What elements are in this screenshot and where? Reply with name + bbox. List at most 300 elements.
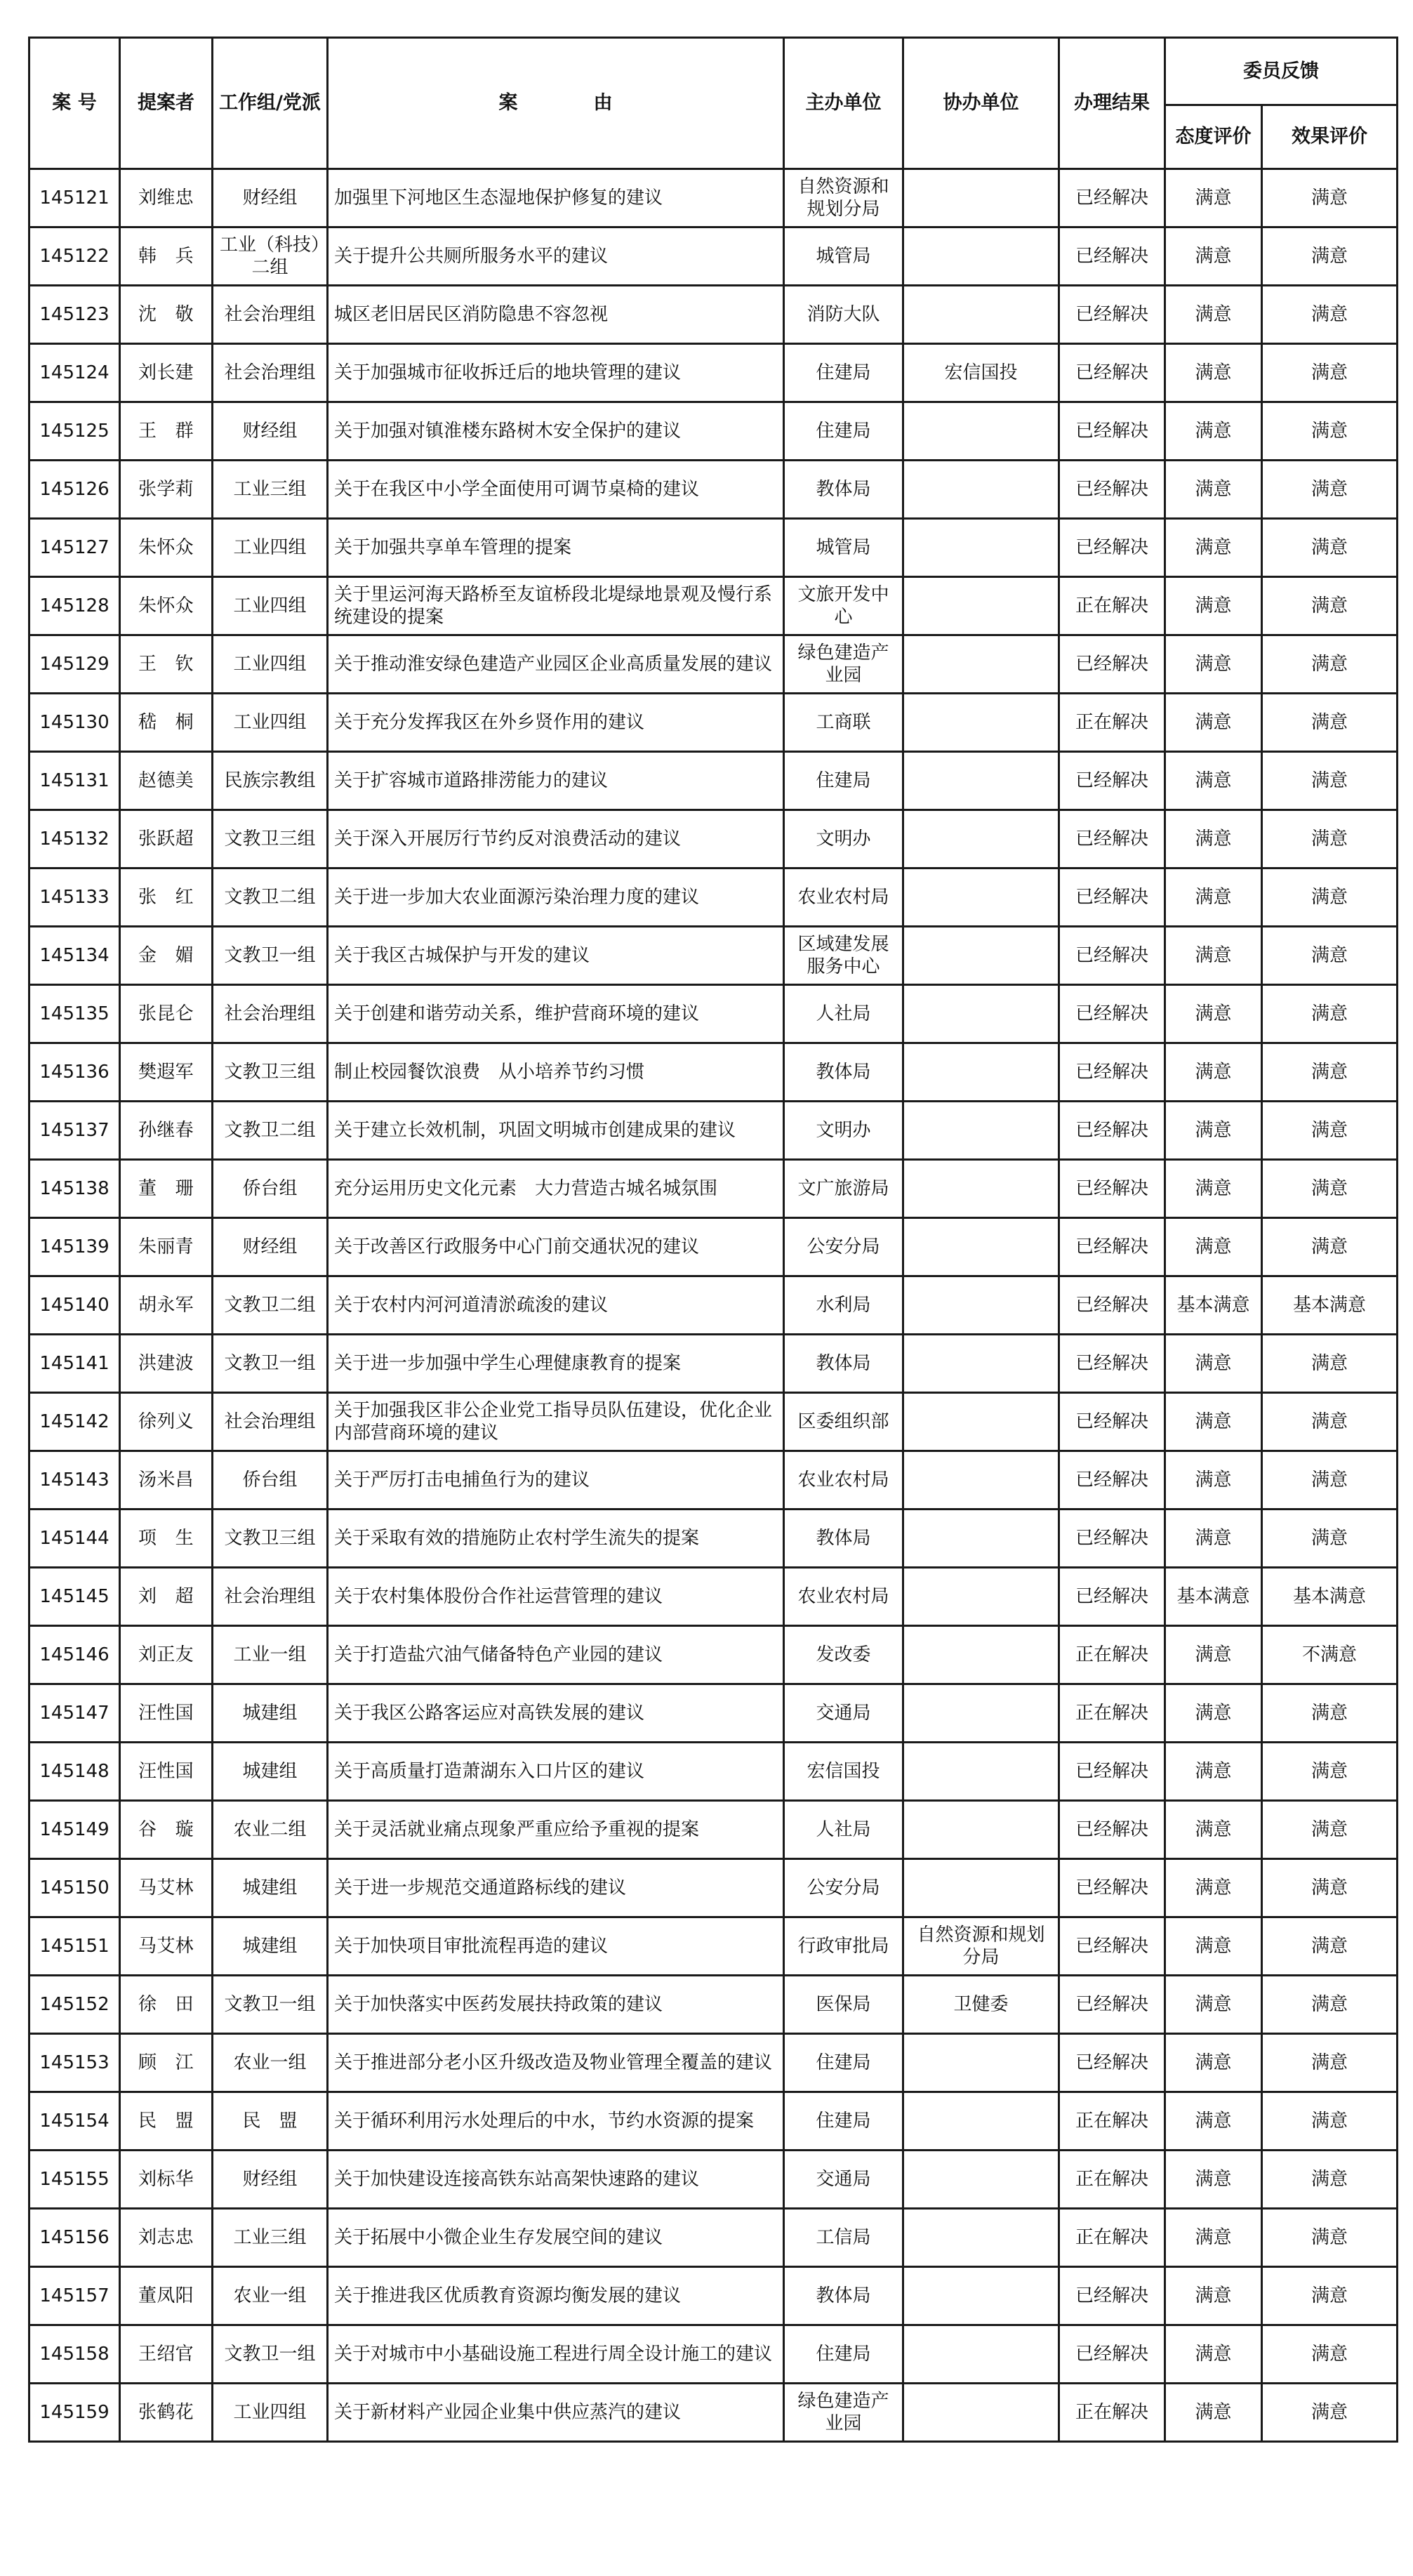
assist-unit-cell — [903, 810, 1059, 868]
effect-cell: 满意 — [1262, 1684, 1398, 1743]
case-no-cell: 145135 — [29, 985, 120, 1043]
attitude-cell: 满意 — [1165, 461, 1262, 519]
effect-cell: 满意 — [1262, 752, 1398, 810]
reason-cell: 关于加快项目审批流程再造的建议 — [328, 1917, 784, 1976]
host-unit-cell: 教体局 — [784, 1510, 903, 1568]
result-cell: 已经解决 — [1059, 868, 1165, 927]
assist-unit-cell — [903, 1160, 1059, 1218]
proposer-cell: 徐列义 — [120, 1393, 213, 1451]
table-row — [29, 1510, 1398, 1568]
host-unit-cell: 医保局 — [784, 1976, 903, 2034]
reason-cell: 关于严厉打击电捕鱼行为的建议 — [328, 1451, 784, 1510]
proposer-cell: 马艾林 — [120, 1917, 213, 1976]
host-unit-cell: 工信局 — [784, 2209, 903, 2267]
proposer-cell: 张跃超 — [120, 810, 213, 868]
case-no-cell: 145137 — [29, 1102, 120, 1160]
table-row — [29, 519, 1398, 577]
group-cell: 财经组 — [213, 402, 328, 461]
case-no-cell: 145146 — [29, 1626, 120, 1684]
header-result: 办理结果 — [1059, 38, 1165, 169]
reason-cell: 关于进一步加强中学生心理健康教育的提案 — [328, 1335, 784, 1393]
effect-cell: 满意 — [1262, 635, 1398, 694]
host-unit-cell: 城管局 — [784, 227, 903, 286]
table-row — [29, 461, 1398, 519]
table-row — [29, 1393, 1398, 1451]
reason-cell: 关于进一步规范交通道路标线的建议 — [328, 1859, 784, 1917]
host-unit-cell: 住建局 — [784, 2325, 903, 2384]
result-cell: 已经解决 — [1059, 1976, 1165, 2034]
group-cell: 城建组 — [213, 1743, 328, 1801]
assist-unit-cell — [903, 868, 1059, 927]
reason-cell: 关于扩容城市道路排涝能力的建议 — [328, 752, 784, 810]
proposer-cell: 董凤阳 — [120, 2267, 213, 2325]
effect-cell: 满意 — [1262, 402, 1398, 461]
host-unit-cell: 文明办 — [784, 1102, 903, 1160]
attitude-cell: 满意 — [1165, 227, 1262, 286]
host-unit-cell: 文旅开发中心 — [784, 577, 903, 635]
proposer-cell: 朱怀众 — [120, 577, 213, 635]
effect-cell: 满意 — [1262, 985, 1398, 1043]
attitude-cell: 满意 — [1165, 2151, 1262, 2209]
attitude-cell: 满意 — [1165, 1684, 1262, 1743]
table-row — [29, 2092, 1398, 2151]
result-cell: 已经解决 — [1059, 2325, 1165, 2384]
table-row — [29, 1276, 1398, 1335]
case-no-cell: 145136 — [29, 1043, 120, 1102]
assist-unit-cell: 宏信国投 — [903, 344, 1059, 402]
host-unit-cell: 行政审批局 — [784, 1917, 903, 1976]
header-assist-unit: 协办单位 — [903, 38, 1059, 169]
host-unit-cell: 水利局 — [784, 1276, 903, 1335]
effect-cell: 基本满意 — [1262, 1568, 1398, 1626]
result-cell: 已经解决 — [1059, 519, 1165, 577]
attitude-cell: 满意 — [1165, 635, 1262, 694]
reason-cell: 关于加快建设连接高铁东站高架快速路的建议 — [328, 2151, 784, 2209]
reason-cell: 关于我区公路客运应对高铁发展的建议 — [328, 1684, 784, 1743]
host-unit-cell: 文广旅游局 — [784, 1160, 903, 1218]
case-no-cell: 145155 — [29, 2151, 120, 2209]
reason-cell: 关于对城市中小基础设施工程进行周全设计施工的建议 — [328, 2325, 784, 2384]
group-cell: 文教卫二组 — [213, 868, 328, 927]
attitude-cell: 满意 — [1165, 868, 1262, 927]
host-unit-cell: 绿色建造产业园 — [784, 2384, 903, 2442]
host-unit-cell: 文明办 — [784, 810, 903, 868]
group-cell: 文教卫二组 — [213, 1102, 328, 1160]
result-cell: 正在解决 — [1059, 2092, 1165, 2151]
attitude-cell: 基本满意 — [1165, 1276, 1262, 1335]
proposer-cell: 董 珊 — [120, 1160, 213, 1218]
effect-cell: 满意 — [1262, 519, 1398, 577]
reason-cell: 关于推动淮安绿色建造产业园区企业高质量发展的建议 — [328, 635, 784, 694]
table-row — [29, 2034, 1398, 2092]
attitude-cell: 满意 — [1165, 577, 1262, 635]
result-cell: 正在解决 — [1059, 1626, 1165, 1684]
case-no-cell: 145128 — [29, 577, 120, 635]
reason-cell: 关于循环利用污水处理后的中水，节约水资源的提案 — [328, 2092, 784, 2151]
proposer-cell: 王 钦 — [120, 635, 213, 694]
table-row — [29, 1976, 1398, 2034]
reason-cell: 关于改善区行政服务中心门前交通状况的建议 — [328, 1218, 784, 1276]
host-unit-cell: 农业农村局 — [784, 1451, 903, 1510]
group-cell: 侨台组 — [213, 1451, 328, 1510]
proposer-cell: 汪性国 — [120, 1684, 213, 1743]
table-row — [29, 577, 1398, 635]
host-unit-cell: 城管局 — [784, 519, 903, 577]
host-unit-cell: 教体局 — [784, 1335, 903, 1393]
table-row — [29, 1218, 1398, 1276]
reason-cell: 关于进一步加大农业面源污染治理力度的建议 — [328, 868, 784, 927]
table-row — [29, 402, 1398, 461]
host-unit-cell: 交通局 — [784, 2151, 903, 2209]
case-no-cell: 145148 — [29, 1743, 120, 1801]
header-case-no: 案 号 — [29, 38, 120, 169]
effect-cell: 满意 — [1262, 1160, 1398, 1218]
effect-cell: 满意 — [1262, 286, 1398, 344]
case-no-cell: 145152 — [29, 1976, 120, 2034]
group-cell: 社会治理组 — [213, 985, 328, 1043]
effect-cell: 满意 — [1262, 2034, 1398, 2092]
reason-cell: 关于加强城市征收拆迁后的地块管理的建议 — [328, 344, 784, 402]
table-row — [29, 927, 1398, 985]
result-cell: 已经解决 — [1059, 1568, 1165, 1626]
case-no-cell: 145121 — [29, 169, 120, 227]
case-no-cell: 145150 — [29, 1859, 120, 1917]
group-cell: 农业一组 — [213, 2034, 328, 2092]
table-row — [29, 344, 1398, 402]
group-cell: 工业（科技）二组 — [213, 227, 328, 286]
result-cell: 正在解决 — [1059, 577, 1165, 635]
result-cell: 已经解决 — [1059, 1335, 1165, 1393]
header-reason: 案 由 — [328, 38, 784, 169]
case-no-cell: 145149 — [29, 1801, 120, 1859]
table-row — [29, 1568, 1398, 1626]
group-cell: 工业四组 — [213, 577, 328, 635]
effect-cell: 满意 — [1262, 1801, 1398, 1859]
result-cell: 已经解决 — [1059, 1801, 1165, 1859]
group-cell: 文教卫一组 — [213, 2325, 328, 2384]
group-cell: 工业四组 — [213, 635, 328, 694]
attitude-cell: 满意 — [1165, 1801, 1262, 1859]
group-cell: 财经组 — [213, 1218, 328, 1276]
case-no-cell: 145122 — [29, 227, 120, 286]
table-row — [29, 1451, 1398, 1510]
table-row — [29, 810, 1398, 868]
result-cell: 正在解决 — [1059, 2209, 1165, 2267]
proposer-cell: 徐 田 — [120, 1976, 213, 2034]
proposer-cell: 樊遐军 — [120, 1043, 213, 1102]
proposer-cell: 孙继春 — [120, 1102, 213, 1160]
case-no-cell: 145154 — [29, 2092, 120, 2151]
assist-unit-cell — [903, 927, 1059, 985]
result-cell: 已经解决 — [1059, 1393, 1165, 1451]
assist-unit-cell — [903, 2325, 1059, 2384]
result-cell: 已经解决 — [1059, 927, 1165, 985]
host-unit-cell: 教体局 — [784, 1043, 903, 1102]
table-row — [29, 1859, 1398, 1917]
table-row — [29, 1917, 1398, 1976]
reason-cell: 关于建立长效机制，巩固文明城市创建成果的建议 — [328, 1102, 784, 1160]
effect-cell: 满意 — [1262, 2151, 1398, 2209]
assist-unit-cell — [903, 1626, 1059, 1684]
effect-cell: 满意 — [1262, 2325, 1398, 2384]
group-cell: 工业三组 — [213, 2209, 328, 2267]
reason-cell: 关于加强共享单车管理的提案 — [328, 519, 784, 577]
host-unit-cell: 公安分局 — [784, 1859, 903, 1917]
group-cell: 农业一组 — [213, 2267, 328, 2325]
attitude-cell: 满意 — [1165, 694, 1262, 752]
host-unit-cell: 人社局 — [784, 1801, 903, 1859]
case-no-cell: 145127 — [29, 519, 120, 577]
reason-cell: 关于深入开展厉行节约反对浪费活动的建议 — [328, 810, 784, 868]
host-unit-cell: 教体局 — [784, 2267, 903, 2325]
attitude-cell: 满意 — [1165, 1626, 1262, 1684]
proposer-cell: 张学莉 — [120, 461, 213, 519]
assist-unit-cell — [903, 1684, 1059, 1743]
attitude-cell: 满意 — [1165, 1160, 1262, 1218]
case-no-cell: 145126 — [29, 461, 120, 519]
group-cell: 文教卫一组 — [213, 927, 328, 985]
assist-unit-cell — [903, 227, 1059, 286]
proposer-cell: 张昆仑 — [120, 985, 213, 1043]
effect-cell: 满意 — [1262, 1393, 1398, 1451]
attitude-cell: 满意 — [1165, 2325, 1262, 2384]
result-cell: 正在解决 — [1059, 1684, 1165, 1743]
attitude-cell: 满意 — [1165, 985, 1262, 1043]
attitude-cell: 满意 — [1165, 1976, 1262, 2034]
host-unit-cell: 住建局 — [784, 2092, 903, 2151]
case-no-cell: 145123 — [29, 286, 120, 344]
effect-cell: 满意 — [1262, 1335, 1398, 1393]
table-row — [29, 2267, 1398, 2325]
table-row — [29, 2209, 1398, 2267]
proposer-cell: 韩 兵 — [120, 227, 213, 286]
result-cell: 正在解决 — [1059, 2384, 1165, 2442]
group-cell: 社会治理组 — [213, 1568, 328, 1626]
reason-cell: 关于创建和谐劳动关系，维护营商环境的建议 — [328, 985, 784, 1043]
assist-unit-cell — [903, 752, 1059, 810]
proposer-cell: 沈 敬 — [120, 286, 213, 344]
reason-cell: 关于灵活就业痛点现象严重应给予重视的提案 — [328, 1801, 784, 1859]
assist-unit-cell — [903, 2267, 1059, 2325]
assist-unit-cell — [903, 1335, 1059, 1393]
table-row — [29, 286, 1398, 344]
assist-unit-cell — [903, 1102, 1059, 1160]
proposer-cell: 民 盟 — [120, 2092, 213, 2151]
group-cell: 财经组 — [213, 169, 328, 227]
result-cell: 已经解决 — [1059, 1102, 1165, 1160]
effect-cell: 满意 — [1262, 694, 1398, 752]
proposer-cell: 顾 江 — [120, 2034, 213, 2092]
reason-cell: 关于打造盐穴油气储备特色产业园的建议 — [328, 1626, 784, 1684]
table-row — [29, 227, 1398, 286]
group-cell: 文教卫一组 — [213, 1976, 328, 2034]
table-row — [29, 868, 1398, 927]
effect-cell: 满意 — [1262, 1743, 1398, 1801]
effect-cell: 满意 — [1262, 2092, 1398, 2151]
attitude-cell: 满意 — [1165, 519, 1262, 577]
result-cell: 已经解决 — [1059, 461, 1165, 519]
group-cell: 社会治理组 — [213, 1393, 328, 1451]
effect-cell: 基本满意 — [1262, 1276, 1398, 1335]
proposer-cell: 刘标华 — [120, 2151, 213, 2209]
header-host-unit: 主办单位 — [784, 38, 903, 169]
header-attitude: 态度评价 — [1165, 105, 1262, 169]
group-cell: 文教卫三组 — [213, 1510, 328, 1568]
assist-unit-cell — [903, 169, 1059, 227]
reason-cell: 充分运用历史文化元素 大力营造古城名城氛围 — [328, 1160, 784, 1218]
assist-unit-cell — [903, 1393, 1059, 1451]
proposer-cell: 刘维忠 — [120, 169, 213, 227]
header-effect: 效果评价 — [1262, 105, 1398, 169]
attitude-cell: 满意 — [1165, 2209, 1262, 2267]
attitude-cell: 满意 — [1165, 1859, 1262, 1917]
group-cell: 农业二组 — [213, 1801, 328, 1859]
host-unit-cell: 宏信国投 — [784, 1743, 903, 1801]
result-cell: 已经解决 — [1059, 2034, 1165, 2092]
host-unit-cell: 教体局 — [784, 461, 903, 519]
reason-cell: 加强里下河地区生态湿地保护修复的建议 — [328, 169, 784, 227]
case-no-cell: 145144 — [29, 1510, 120, 1568]
effect-cell: 满意 — [1262, 344, 1398, 402]
reason-cell: 关于农村内河河道清淤疏浚的建议 — [328, 1276, 784, 1335]
table-row — [29, 1043, 1398, 1102]
proposal-table — [28, 37, 1398, 2443]
table-row — [29, 635, 1398, 694]
proposer-cell: 刘正友 — [120, 1626, 213, 1684]
case-no-cell: 145143 — [29, 1451, 120, 1510]
result-cell: 已经解决 — [1059, 169, 1165, 227]
assist-unit-cell — [903, 1801, 1059, 1859]
assist-unit-cell — [903, 1510, 1059, 1568]
attitude-cell: 满意 — [1165, 2267, 1262, 2325]
attitude-cell: 基本满意 — [1165, 1568, 1262, 1626]
effect-cell: 满意 — [1262, 1859, 1398, 1917]
host-unit-cell: 发改委 — [784, 1626, 903, 1684]
effect-cell: 满意 — [1262, 461, 1398, 519]
case-no-cell: 145142 — [29, 1393, 120, 1451]
group-cell: 工业一组 — [213, 1626, 328, 1684]
reason-cell: 关于推进部分老小区升级改造及物业管理全覆盖的建议 — [328, 2034, 784, 2092]
table-body — [29, 169, 1398, 2442]
group-cell: 工业四组 — [213, 694, 328, 752]
host-unit-cell: 区委组织部 — [784, 1393, 903, 1451]
attitude-cell: 满意 — [1165, 2092, 1262, 2151]
case-no-cell: 145138 — [29, 1160, 120, 1218]
proposer-cell: 马艾林 — [120, 1859, 213, 1917]
proposer-cell: 刘长建 — [120, 344, 213, 402]
case-no-cell: 145124 — [29, 344, 120, 402]
case-no-cell: 145159 — [29, 2384, 120, 2442]
attitude-cell: 满意 — [1165, 1510, 1262, 1568]
effect-cell: 满意 — [1262, 927, 1398, 985]
proposer-cell: 汤米昌 — [120, 1451, 213, 1510]
assist-unit-cell — [903, 985, 1059, 1043]
group-cell: 民族宗教组 — [213, 752, 328, 810]
proposer-cell: 汪性国 — [120, 1743, 213, 1801]
result-cell: 已经解决 — [1059, 1218, 1165, 1276]
reason-cell: 城区老旧居民区消防隐患不容忽视 — [328, 286, 784, 344]
reason-cell: 关于农村集体股份合作社运营管理的建议 — [328, 1568, 784, 1626]
effect-cell: 满意 — [1262, 1218, 1398, 1276]
reason-cell: 关于提升公共厕所服务水平的建议 — [328, 227, 784, 286]
result-cell: 已经解决 — [1059, 810, 1165, 868]
header-feedback: 委员反馈 — [1165, 38, 1398, 105]
case-no-cell: 145153 — [29, 2034, 120, 2092]
reason-cell: 关于加强我区非公企业党工指导员队伍建设，优化企业内部营商环境的建议 — [328, 1393, 784, 1451]
proposer-cell: 刘志忠 — [120, 2209, 213, 2267]
result-cell: 已经解决 — [1059, 635, 1165, 694]
assist-unit-cell — [903, 1743, 1059, 1801]
table-row — [29, 2151, 1398, 2209]
table-row — [29, 1160, 1398, 1218]
result-cell: 已经解决 — [1059, 1859, 1165, 1917]
result-cell: 已经解决 — [1059, 1043, 1165, 1102]
table-row — [29, 1801, 1398, 1859]
assist-unit-cell — [903, 694, 1059, 752]
attitude-cell: 满意 — [1165, 1393, 1262, 1451]
reason-cell: 关于加强对镇淮楼东路树木安全保护的建议 — [328, 402, 784, 461]
result-cell: 正在解决 — [1059, 694, 1165, 752]
group-cell: 民 盟 — [213, 2092, 328, 2151]
assist-unit-cell — [903, 2209, 1059, 2267]
reason-cell: 关于采取有效的措施防止农村学生流失的提案 — [328, 1510, 784, 1568]
table-row — [29, 1102, 1398, 1160]
attitude-cell: 满意 — [1165, 1917, 1262, 1976]
table-row — [29, 2325, 1398, 2384]
case-no-cell: 145158 — [29, 2325, 120, 2384]
proposer-cell: 赵德美 — [120, 752, 213, 810]
result-cell: 已经解决 — [1059, 985, 1165, 1043]
attitude-cell: 满意 — [1165, 1451, 1262, 1510]
group-cell: 城建组 — [213, 1859, 328, 1917]
assist-unit-cell: 自然资源和规划分局 — [903, 1917, 1059, 1976]
case-no-cell: 145132 — [29, 810, 120, 868]
table-row — [29, 1626, 1398, 1684]
assist-unit-cell — [903, 1218, 1059, 1276]
assist-unit-cell — [903, 635, 1059, 694]
effect-cell: 满意 — [1262, 1102, 1398, 1160]
assist-unit-cell — [903, 402, 1059, 461]
group-cell: 工业四组 — [213, 519, 328, 577]
effect-cell: 满意 — [1262, 2209, 1398, 2267]
host-unit-cell: 农业农村局 — [784, 1568, 903, 1626]
assist-unit-cell — [903, 2384, 1059, 2442]
host-unit-cell: 住建局 — [784, 752, 903, 810]
host-unit-cell: 交通局 — [784, 1684, 903, 1743]
result-cell: 已经解决 — [1059, 402, 1165, 461]
host-unit-cell: 人社局 — [784, 985, 903, 1043]
case-no-cell: 145130 — [29, 694, 120, 752]
attitude-cell: 满意 — [1165, 1043, 1262, 1102]
result-cell: 已经解决 — [1059, 1743, 1165, 1801]
host-unit-cell: 住建局 — [784, 402, 903, 461]
assist-unit-cell — [903, 1859, 1059, 1917]
case-no-cell: 145145 — [29, 1568, 120, 1626]
proposer-cell: 金 媚 — [120, 927, 213, 985]
effect-cell: 满意 — [1262, 1043, 1398, 1102]
proposer-cell: 谷 璇 — [120, 1801, 213, 1859]
attitude-cell: 满意 — [1165, 402, 1262, 461]
effect-cell: 满意 — [1262, 2384, 1398, 2442]
proposer-cell: 王绍官 — [120, 2325, 213, 2384]
proposer-cell: 嵇 桐 — [120, 694, 213, 752]
table-row — [29, 752, 1398, 810]
group-cell: 文教卫三组 — [213, 810, 328, 868]
case-no-cell: 145125 — [29, 402, 120, 461]
case-no-cell: 145140 — [29, 1276, 120, 1335]
proposer-cell: 张鹤花 — [120, 2384, 213, 2442]
host-unit-cell: 区域建发展服务中心 — [784, 927, 903, 985]
